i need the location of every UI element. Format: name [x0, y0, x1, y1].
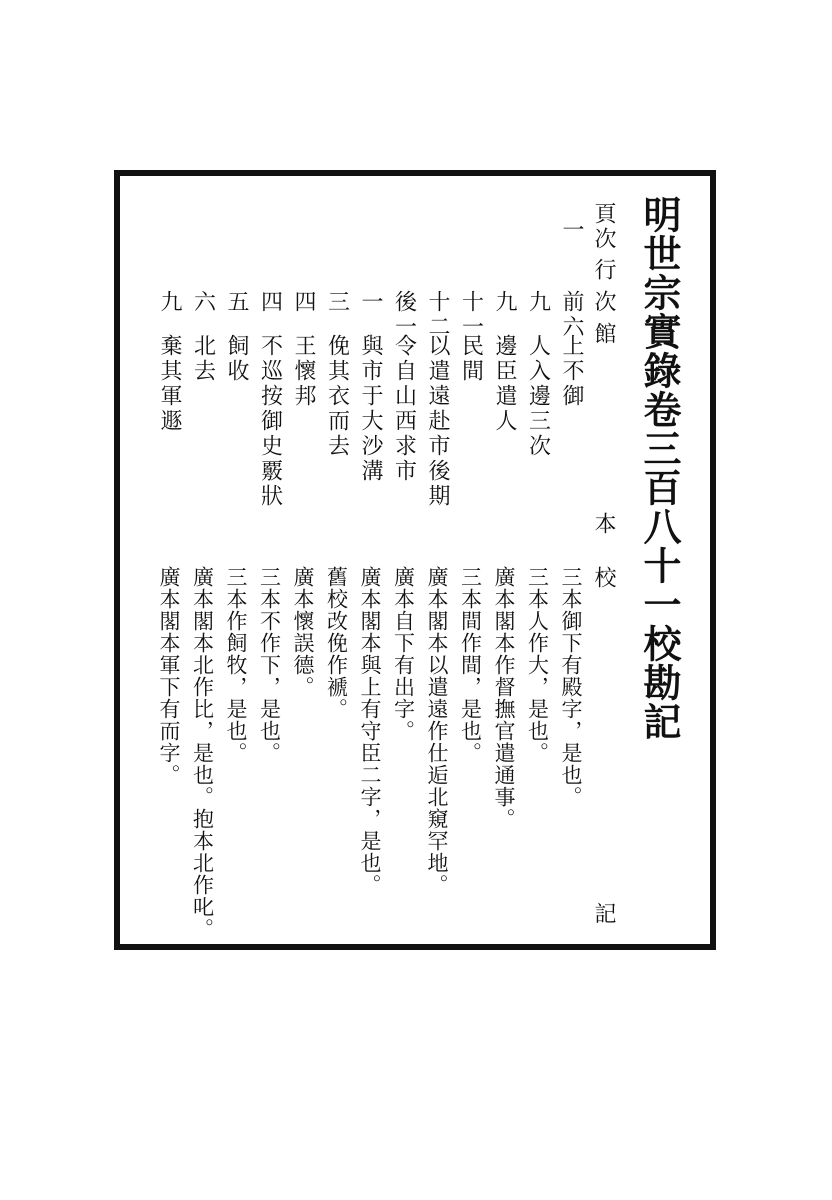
row-line-number: 五 — [224, 290, 249, 315]
row-line-number: 九 — [157, 290, 182, 315]
row-collation-note: 廣本自下有出字。 — [391, 566, 416, 742]
row-collation-note: 三本作飼牧，是也。 — [224, 566, 248, 764]
row-line-number: 九 — [492, 290, 517, 315]
header-guan-label: 館 — [591, 322, 616, 347]
row-line-number: 六 — [190, 290, 216, 315]
row-original-text: 棄其軍遯 — [157, 334, 182, 434]
page-title: 明世宗實錄卷三百八十一校勘記 — [637, 195, 682, 741]
row-collation-note: 廣本閣本北作比，是也。抱本北作叱。 — [190, 566, 215, 940]
row-line-number: 三 — [324, 290, 350, 315]
row-line-number: 四 — [257, 290, 283, 315]
row-original-text: 飼收 — [224, 334, 249, 384]
row-original-text: 上不御 — [559, 334, 584, 409]
row-line-number: 九 — [525, 290, 551, 315]
row-original-text: 人入邊三次 — [525, 334, 551, 459]
row-collation-note: 廣本閣本與上有守臣二字，是也。 — [358, 566, 382, 896]
row-original-text: 令自山西求市 — [391, 334, 417, 484]
row-original-text: 北去 — [190, 334, 216, 384]
row-collation-note: 廣本閣本軍下有而字。 — [157, 566, 181, 786]
row-collation-note: 三本間作間，是也。 — [458, 566, 483, 764]
row-original-text: 俛其衣而去 — [324, 334, 350, 459]
row-original-text: 邊臣遣人 — [492, 334, 517, 434]
row-line-number: 十二 — [425, 290, 450, 340]
row-line-number: 十一 — [458, 290, 484, 340]
row-page-number: 一 — [559, 218, 584, 243]
row-collation-note: 三本御下有殿字，是也。 — [559, 566, 583, 808]
header-ji-label: 記 — [591, 902, 616, 927]
header-page-label: 頁次 — [591, 202, 616, 252]
row-original-text: 王懷邦 — [291, 334, 316, 409]
row-original-text: 與市于大沙溝 — [358, 334, 383, 484]
row-collation-note: 三本人作大，是也。 — [525, 566, 550, 764]
row-original-text: 民間 — [458, 334, 484, 384]
row-collation-note: 廣本懷誤德。 — [291, 566, 315, 698]
row-collation-note: 舊校改俛作褫。 — [324, 566, 349, 720]
header-jiaokan-label: 校 — [591, 566, 616, 591]
row-collation-note: 廣本閣本作督撫官遣通事。 — [492, 566, 516, 830]
header-line-label: 行次 — [591, 258, 616, 322]
row-line-number: 四 — [291, 290, 316, 315]
row-original-text: 不巡按御史覈狀 — [257, 334, 283, 509]
header-benben-label: 本 — [591, 512, 616, 537]
row-line-number: 後一 — [391, 290, 417, 340]
row-line-number: 前六 — [559, 290, 584, 340]
row-original-text: 以遣遠赴市後期 — [425, 334, 450, 509]
row-line-number: 一 — [358, 290, 383, 315]
row-collation-note: 三本不作下，是也。 — [257, 566, 282, 764]
row-collation-note: 廣本閣本以遣遠作仕逅北窺罕地。 — [425, 566, 449, 896]
